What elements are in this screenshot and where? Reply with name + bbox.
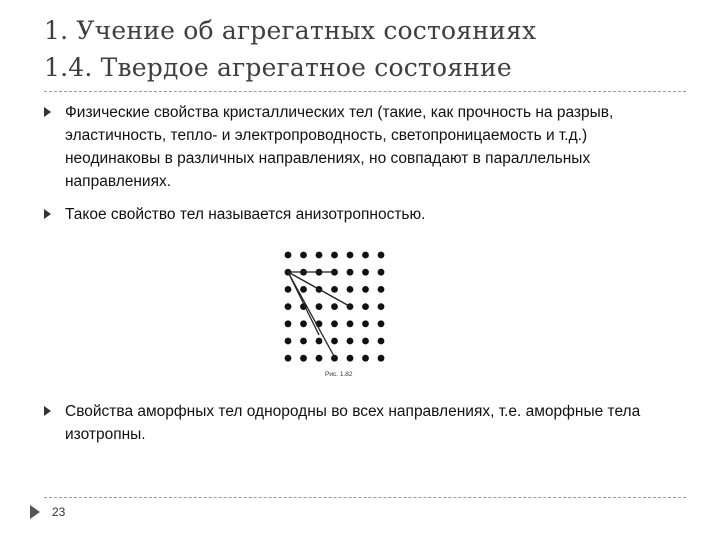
lattice-dot <box>331 320 338 327</box>
bullet-arrow-icon <box>44 406 51 416</box>
lattice-dot <box>347 320 354 327</box>
lattice-dot <box>378 355 385 362</box>
lattice-dot <box>316 303 323 310</box>
lattice-dot <box>362 303 369 310</box>
lattice-dot <box>362 338 369 345</box>
page-number: 23 <box>52 505 66 519</box>
bullet-text-1: Физические свойства кристаллических тел (такие, как прочность на разрыв, эластичность, тепло- и электропроводность, светопроницаемость и т.д.) неодинаковы в различных направлениях, но совпадают в параллельных направлениях. <box>65 104 614 190</box>
lattice-dot <box>285 252 292 259</box>
lattice-dot <box>347 269 354 276</box>
direction-lines <box>288 272 351 358</box>
lattice-dot <box>285 355 292 362</box>
lattice-dot <box>331 286 338 293</box>
lattice-dot <box>347 355 354 362</box>
lattice-dot <box>362 269 369 276</box>
lattice-dot <box>347 286 354 293</box>
lattice-dot <box>331 338 338 345</box>
title-line-2: 1.4. Твердое агрегатное состояние <box>44 53 512 82</box>
lattice-dot <box>285 286 292 293</box>
footer-divider <box>44 497 686 498</box>
lattice-dot <box>347 338 354 345</box>
lattice-dot <box>378 338 385 345</box>
lattice-dot <box>362 355 369 362</box>
lattice-dot <box>300 320 307 327</box>
bullet-text-2: Такое свойство тел называется анизотропностью. <box>65 206 426 223</box>
lattice-dot <box>285 303 292 310</box>
bullet-arrow-icon <box>44 107 51 117</box>
crystal-lattice-figure <box>270 245 410 380</box>
lattice-dot <box>300 252 307 259</box>
figure-caption: Рис. 1.82 <box>325 371 353 378</box>
lattice-dot <box>362 286 369 293</box>
lattice-dot <box>285 338 292 345</box>
lattice-dot <box>378 252 385 259</box>
lattice-dot <box>378 269 385 276</box>
lattice-dot <box>300 355 307 362</box>
bullet-arrow-icon <box>44 209 51 219</box>
lattice-dot <box>378 320 385 327</box>
bullet-item-2 <box>44 203 684 226</box>
slide-title <box>44 12 704 86</box>
bullet-item-3 <box>44 400 684 446</box>
lattice-dot <box>300 286 307 293</box>
bullet-text-3: Свойства аморфных тел однородны во всех направлениях, т.е. аморфные тела изотропны. <box>65 403 641 443</box>
lattice-dot <box>316 338 323 345</box>
lattice-dot <box>331 303 338 310</box>
lattice-dot <box>347 252 354 259</box>
title-line-1: 1. Учение об агрегатных состояниях <box>44 16 537 45</box>
lattice-dot <box>362 252 369 259</box>
lattice-dot <box>316 252 323 259</box>
lattice-dot <box>316 355 323 362</box>
lattice-dot <box>362 320 369 327</box>
lattice-dots <box>285 252 385 362</box>
lattice-dot <box>378 286 385 293</box>
title-divider <box>44 91 686 92</box>
page-arrow-icon <box>30 505 40 519</box>
bullet-item-1 <box>44 101 684 193</box>
lattice-dot <box>331 252 338 259</box>
lattice-dot <box>300 338 307 345</box>
lattice-dot <box>378 303 385 310</box>
lattice-dot <box>285 320 292 327</box>
